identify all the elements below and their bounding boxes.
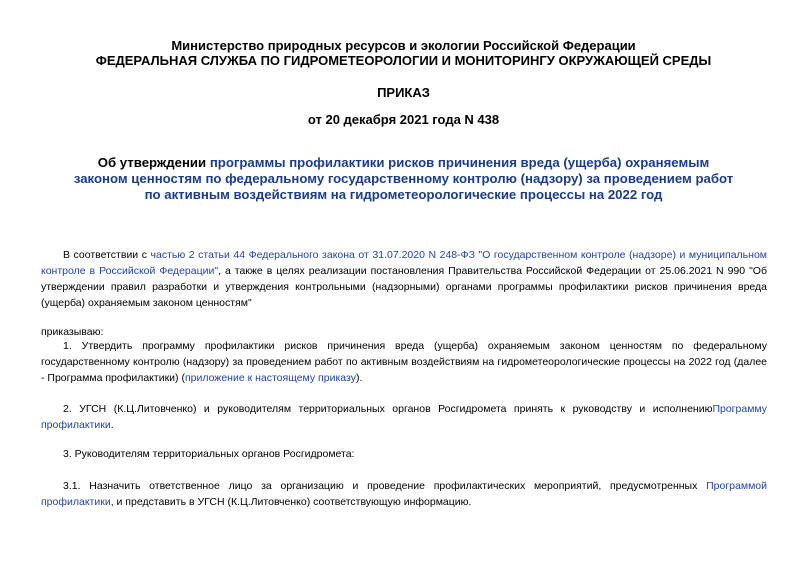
item-1-text: 1. Утвердить программу профилактики рисков причинения вреда (ущерба) охраняемым законом ценностям по федеральному государственному контролю (надзору) за проведением работ по активным воздействиям на гидрометеорологические процессы на 2022 год (далее - Программа профилактики) (	[41, 340, 767, 384]
document-type: ПРИКАЗ	[377, 85, 430, 100]
program-link-2[interactable]: Программой профилактики	[41, 480, 767, 508]
document-title	[70, 155, 737, 203]
service-name: ФЕДЕРАЛЬНАЯ СЛУЖБА ПО ГИДРОМЕТЕОРОЛОГИИ И МОНИТОРИНГУ ОКРУЖАЮЩЕЙ СРЕДЫ	[95, 53, 712, 68]
item-1-end: ).	[355, 372, 363, 384]
paragraph-item-1	[41, 338, 767, 386]
document-date-number: от 20 декабря 2021 года N 438	[307, 112, 500, 127]
program-link[interactable]: Программу профилактики	[41, 403, 767, 431]
basis-text-start: В соответствии с	[63, 249, 151, 261]
paragraph-item-3: 3. Руководителям территориальных органов Росгидромета:	[63, 448, 355, 460]
title-prefix: Об утверждении	[97, 155, 210, 170]
item-3-1-text: 3.1. Назначить ответственное лицо за организацию и проведение профилактических мероприятий, предусмотренных	[63, 480, 707, 492]
paragraph-item-2	[41, 401, 767, 433]
ministry-name: Министерство природных ресурсов и экологии Российской Федерации	[171, 38, 636, 53]
item-2-text: 2. УГСН (К.Ц.Литовченко) и руководителям территориальных органов Росгидромета принять к руководству и исполнению	[63, 403, 713, 415]
appendix-link[interactable]: приложение к настоящему приказу	[184, 372, 356, 384]
paragraph-item-3-1	[41, 478, 767, 510]
paragraph-basis	[41, 247, 767, 311]
federal-law-link[interactable]: частью 2 статьи 44 Федерального закона от 31.07.2020 N 248-ФЗ "О государственном контроле (надзоре) и муниципальном контроле в Российской Федерации"	[41, 249, 767, 277]
item-3-1-end: , и представить в УГСН (К.Ц.Литовченко) соответствующую информацию.	[110, 496, 472, 508]
title-link[interactable]: программы профилактики рисков причинения вреда (ущерба) охраняемым законом ценностям по федеральному государственному контролю (надзору) за проведением работ по активным воздействиям на гидрометеорологические процессы на 2022 год	[73, 155, 734, 202]
paragraph-order-word: приказываю:	[41, 326, 104, 338]
item-2-end: .	[110, 419, 114, 431]
basis-text-end: , а также в целях реализации постановления Правительства Российской Федерации от 25.06.2021 N 990 "Об утверждении правил разработки и утверждения контрольными (надзорными) органами программы профилактики рисков причинения вреда (ущерба) охраняемым законом ценностям"	[41, 265, 767, 309]
